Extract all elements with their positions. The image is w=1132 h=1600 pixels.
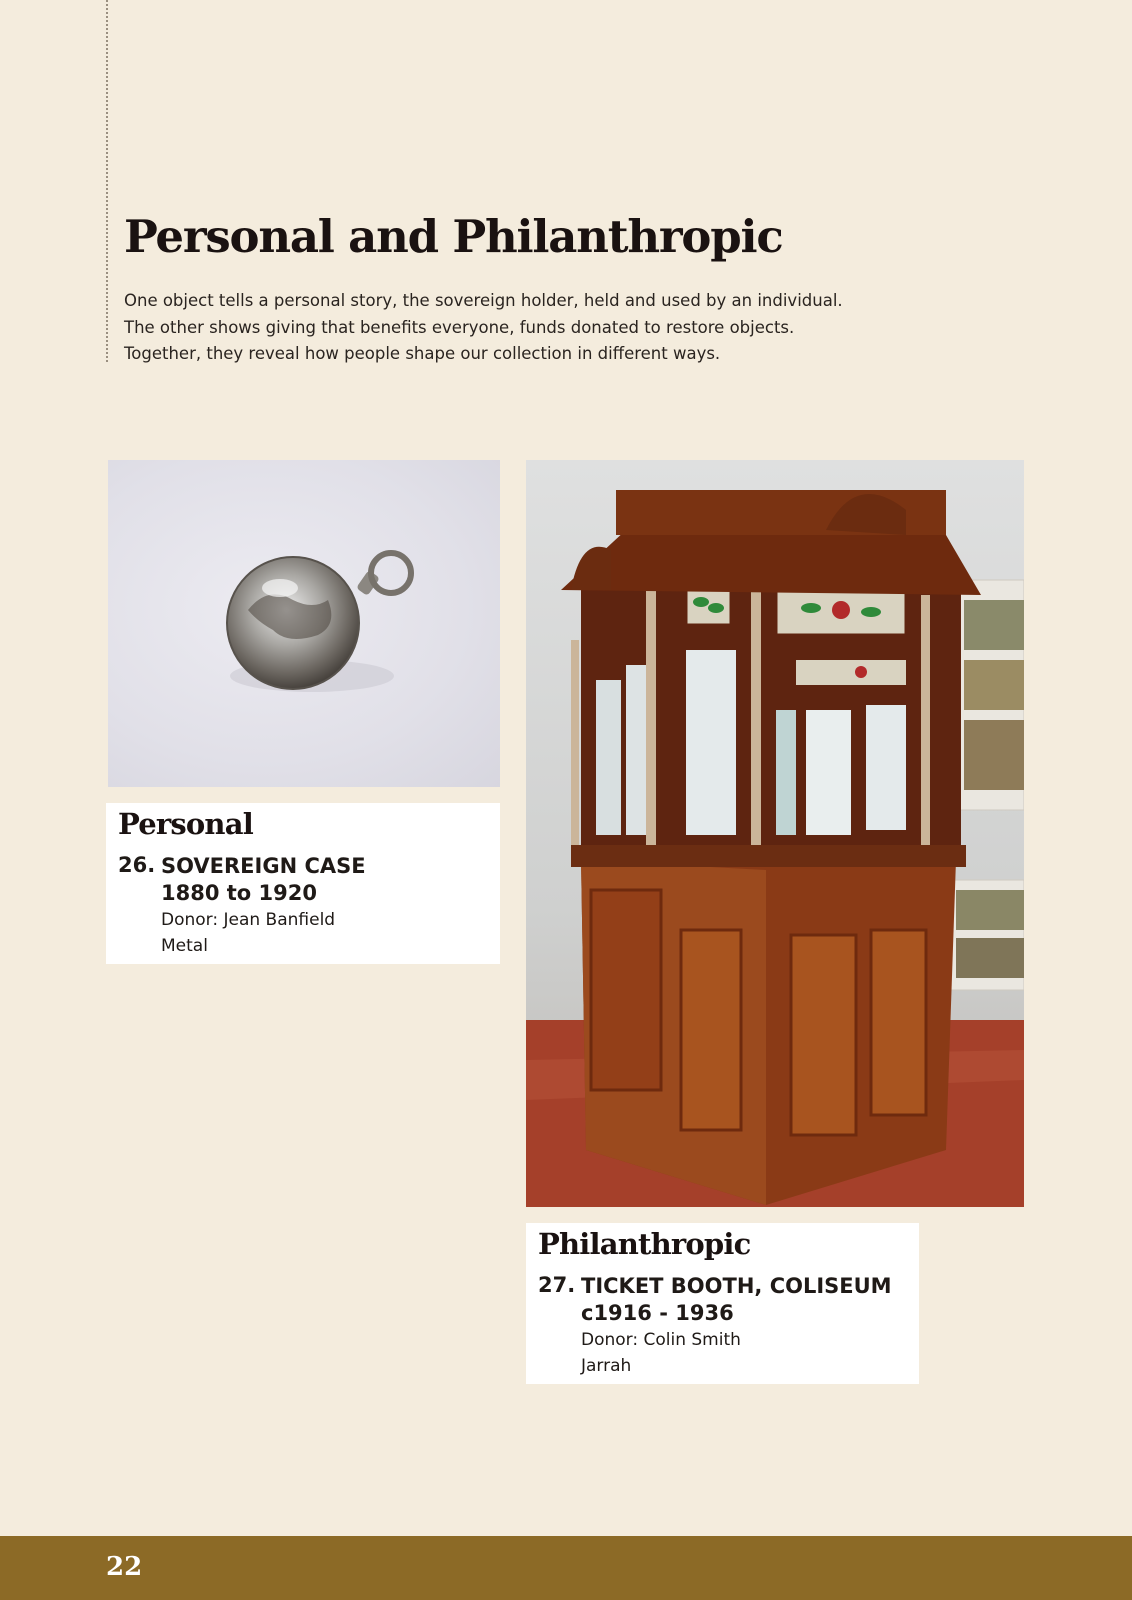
item-donor: Donor: Colin Smith — [581, 1330, 741, 1350]
footer-bar — [0, 1536, 1132, 1600]
item-number: 26. — [118, 853, 156, 877]
caption-card-philanthropic — [526, 1223, 919, 1384]
item-date: c1916 - 1936 — [581, 1301, 734, 1325]
page-title: Personal and Philanthropic — [124, 210, 783, 263]
item-number: 27. — [538, 1273, 576, 1297]
item-name: SOVEREIGN CASE — [161, 854, 366, 878]
ticket-booth-photo — [526, 460, 1024, 1207]
intro-line: The other shows giving that benefits everyone, funds donated to restore objects. — [124, 317, 795, 337]
intro-paragraph — [124, 288, 904, 368]
margin-dotted-rule — [106, 0, 108, 362]
page-number: 22 — [106, 1552, 143, 1582]
intro-line: Together, they reveal how people shape our collection in different ways. — [124, 344, 721, 363]
sovereign-case-photo — [108, 460, 500, 787]
item-details — [581, 1273, 892, 1379]
sovereign-case-illustration — [108, 460, 500, 787]
item-donor: Donor: Jean Banfield — [161, 910, 336, 930]
item-material: Jarrah — [581, 1356, 632, 1376]
item-date: 1880 to 1920 — [161, 881, 317, 905]
ticket-booth-illustration — [526, 460, 1024, 1207]
item-material: Metal — [161, 936, 208, 956]
category-heading: Philanthropic — [538, 1227, 751, 1261]
item-name: TICKET BOOTH, COLISEUM — [581, 1274, 892, 1298]
category-heading: Personal — [118, 807, 253, 841]
caption-card-personal — [106, 803, 500, 964]
intro-line: One object tells a personal story, the sovereign holder, held and used by an individual. — [124, 291, 843, 310]
item-details — [161, 853, 366, 959]
